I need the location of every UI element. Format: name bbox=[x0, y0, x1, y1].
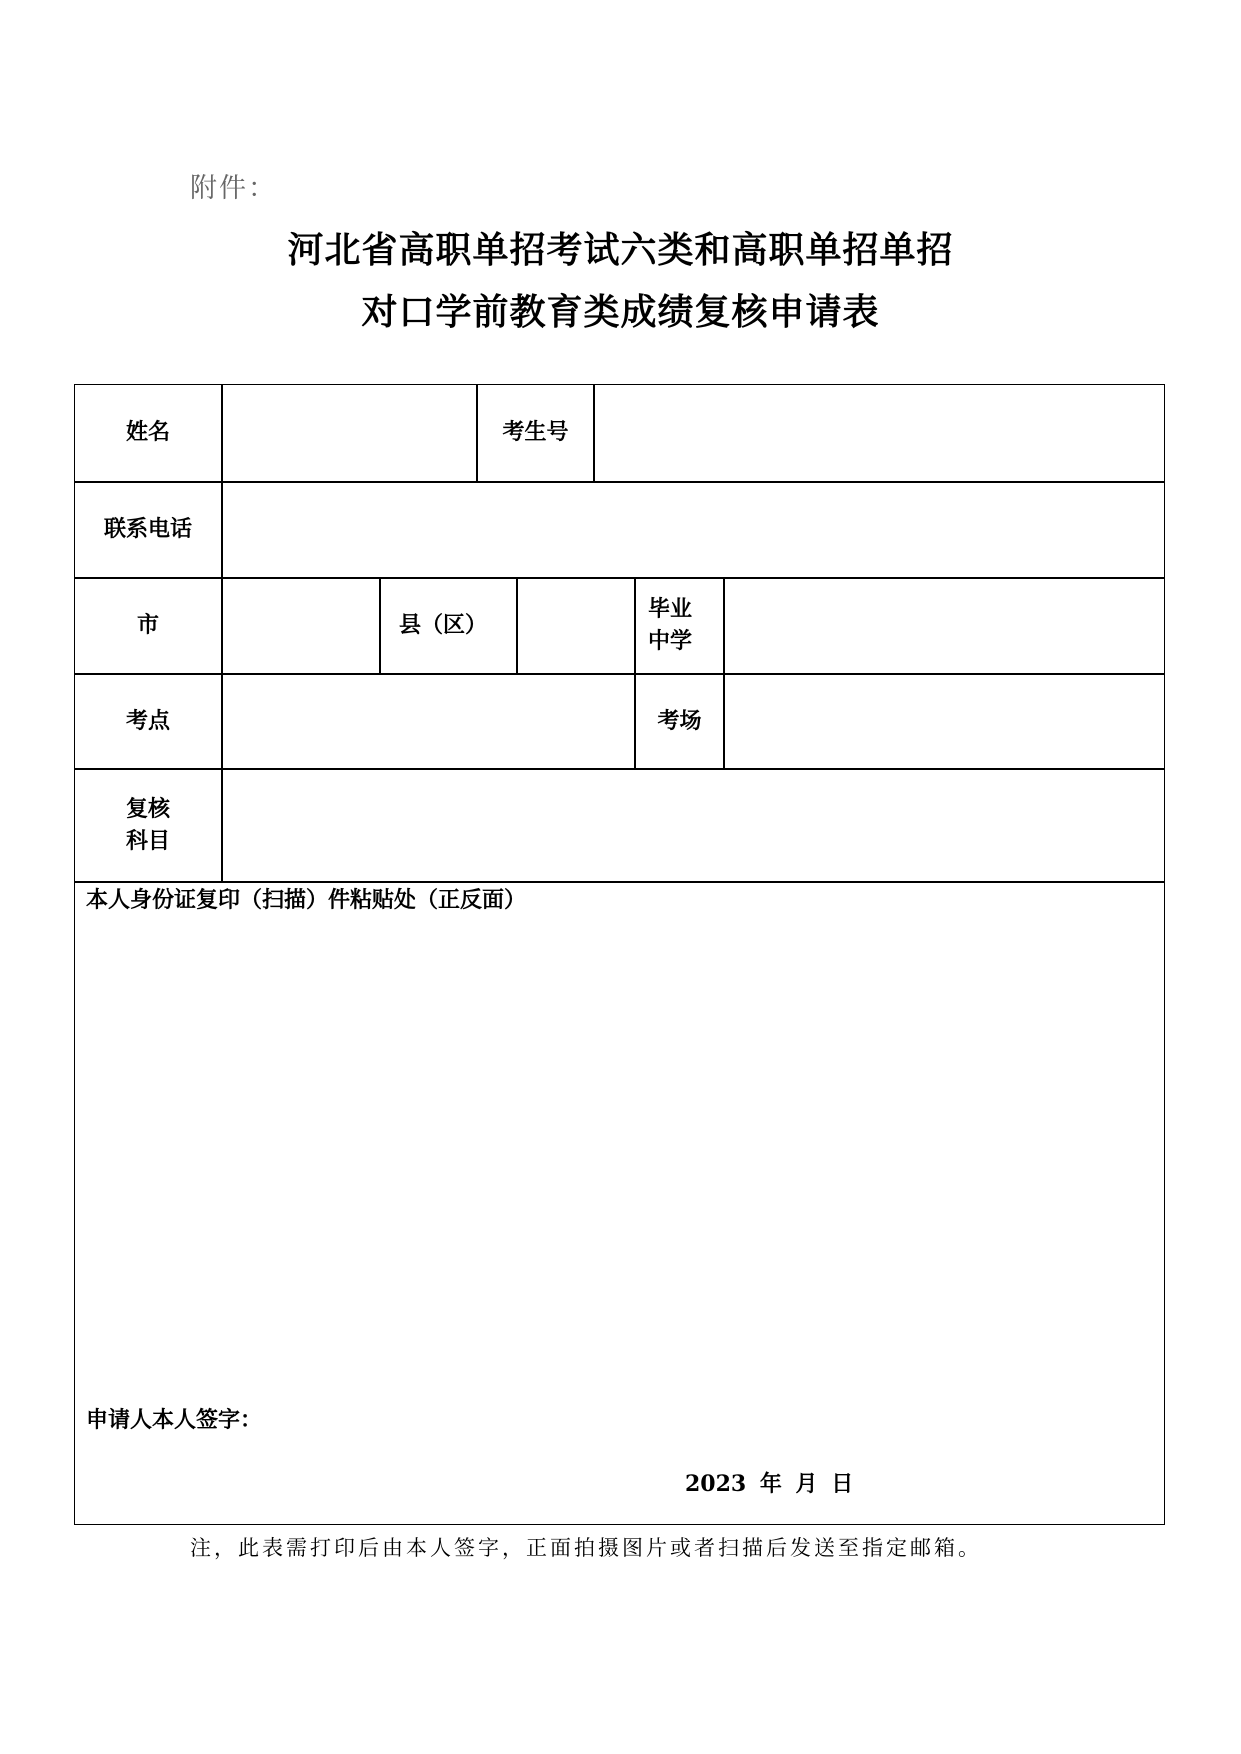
exam-number-field[interactable] bbox=[595, 385, 1164, 481]
county-label: 县（区） bbox=[399, 613, 488, 638]
signature-field[interactable] bbox=[280, 1395, 780, 1435]
form-title-line-1: 河北省高职单招考试六类和高职单招单招 bbox=[287, 230, 954, 271]
county-field[interactable] bbox=[518, 579, 634, 673]
name-field[interactable] bbox=[223, 385, 476, 481]
exam-room-field[interactable] bbox=[725, 675, 1164, 768]
phone-label: 联系电话 bbox=[103, 517, 192, 542]
review-subject-field[interactable] bbox=[223, 770, 1164, 881]
id-copy-paste-area[interactable] bbox=[76, 915, 1163, 1385]
review-subject-label bbox=[75, 770, 221, 881]
name-label: 姓名 bbox=[125, 420, 170, 445]
school-field[interactable] bbox=[725, 579, 1164, 673]
exam-site-label: 考点 bbox=[125, 708, 170, 734]
city-field[interactable] bbox=[223, 579, 379, 673]
exam-room-label: 考场 bbox=[657, 708, 702, 734]
form-note: 注，此表需打印后由本人签字，正面拍摄图片或者扫描后发送至指定邮箱。 bbox=[190, 1536, 982, 1560]
attachment-label: 附件： bbox=[190, 173, 277, 204]
exam-number-label: 考生号 bbox=[502, 420, 569, 445]
school-label bbox=[636, 579, 723, 673]
school-label-line-2: 中学 bbox=[648, 629, 693, 654]
school-label-line-1: 毕业 bbox=[648, 597, 693, 622]
phone-field[interactable] bbox=[223, 483, 1164, 577]
date-line: 2023 年 月 日 bbox=[685, 1471, 854, 1497]
review-subject-label-line-2: 科目 bbox=[125, 828, 170, 854]
form-title-line-2: 对口学前教育类成绩复核申请表 bbox=[361, 292, 880, 333]
signature-label: 申请人本人签字： bbox=[86, 1408, 263, 1433]
review-subject-label-line-1: 复核 bbox=[125, 796, 170, 822]
city-label: 市 bbox=[136, 613, 159, 638]
id-copy-label: 本人身份证复印（扫描）件粘贴处（正反面） bbox=[86, 888, 527, 913]
exam-site-field[interactable] bbox=[223, 675, 634, 768]
